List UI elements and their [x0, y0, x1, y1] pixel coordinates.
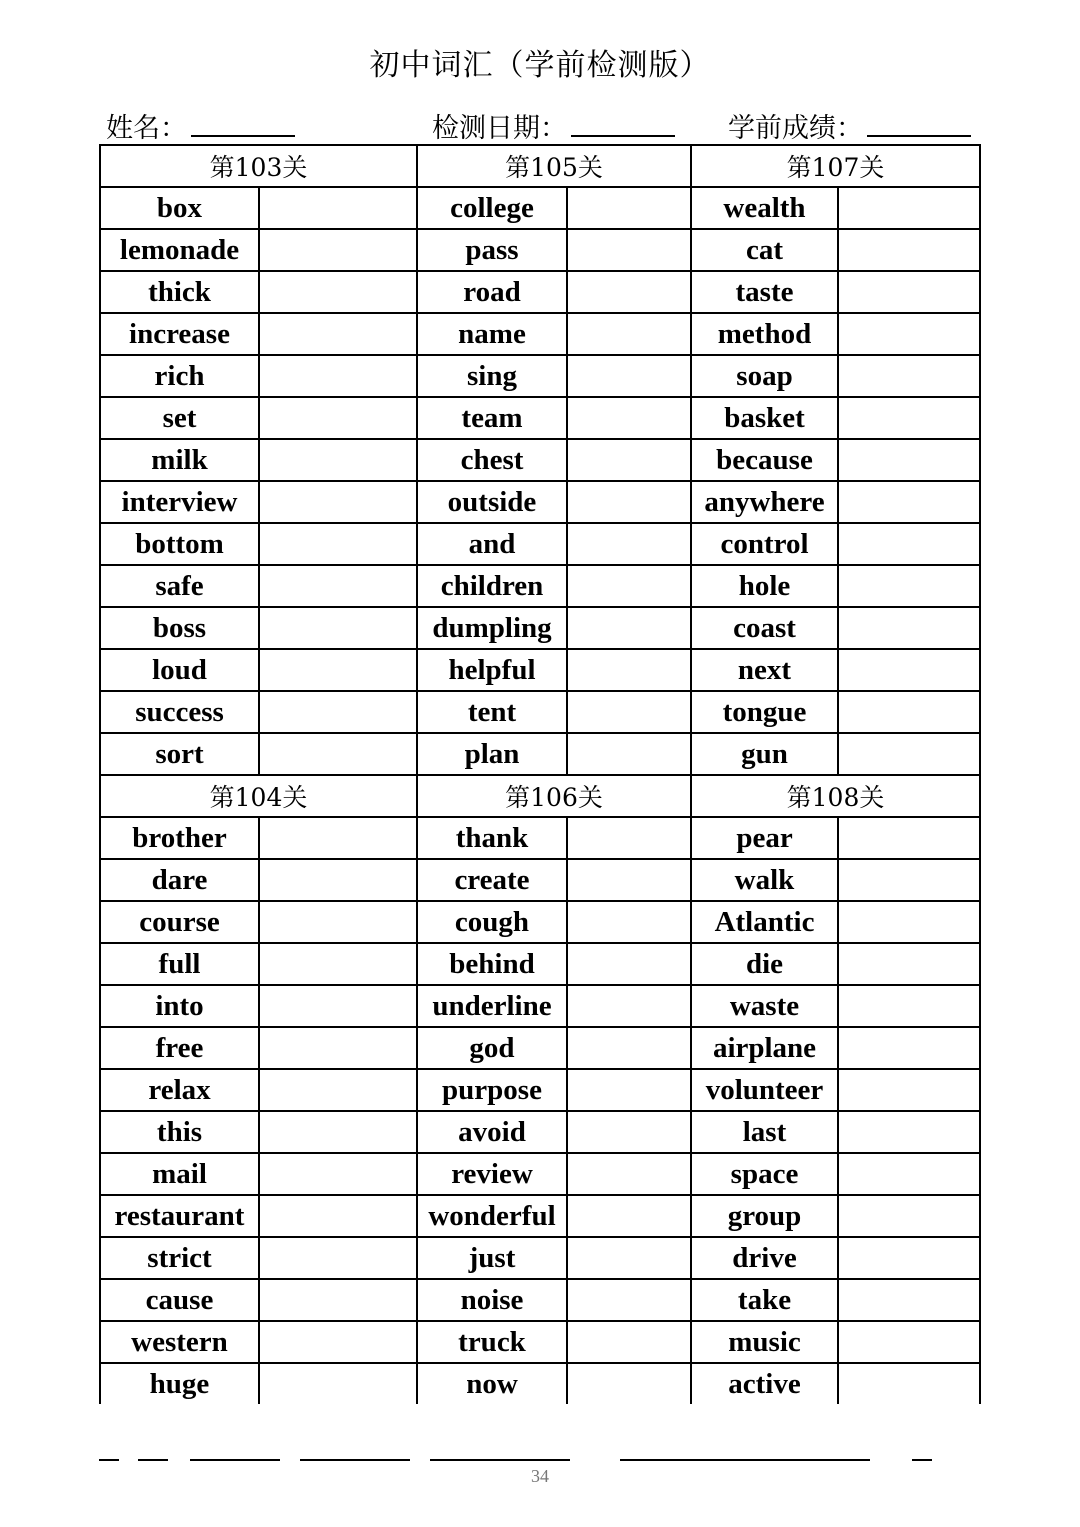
- answer-cell[interactable]: [838, 943, 980, 985]
- english-word: cat: [691, 229, 838, 271]
- word-row: [100, 1069, 980, 1111]
- english-word: team: [417, 397, 567, 439]
- answer-cell[interactable]: [567, 271, 691, 313]
- english-word: cause: [100, 1279, 259, 1321]
- english-word: coast: [691, 607, 838, 649]
- english-word: rich: [100, 355, 259, 397]
- english-word: and: [417, 523, 567, 565]
- answer-cell[interactable]: [567, 481, 691, 523]
- answer-cell[interactable]: [567, 733, 691, 775]
- english-word: brother: [100, 817, 259, 859]
- level-header: 第103关: [100, 145, 417, 187]
- english-word: into: [100, 985, 259, 1027]
- answer-cell[interactable]: [567, 1027, 691, 1069]
- english-word: safe: [100, 565, 259, 607]
- level-header: 第104关: [100, 775, 417, 817]
- word-row: [100, 481, 980, 523]
- answer-cell[interactable]: [259, 1237, 417, 1279]
- answer-cell[interactable]: [838, 271, 980, 313]
- word-row: [100, 1279, 980, 1321]
- answer-cell[interactable]: [567, 859, 691, 901]
- test-date-field: [432, 106, 675, 145]
- english-word: soap: [691, 355, 838, 397]
- word-row: [100, 943, 980, 985]
- english-word: relax: [100, 1069, 259, 1111]
- word-row: [100, 1111, 980, 1153]
- answer-cell[interactable]: [838, 649, 980, 691]
- answer-cell[interactable]: [567, 1195, 691, 1237]
- english-word: purpose: [417, 1069, 567, 1111]
- answer-cell[interactable]: [838, 565, 980, 607]
- answer-cell[interactable]: [259, 901, 417, 943]
- answer-cell[interactable]: [567, 565, 691, 607]
- word-row: [100, 523, 980, 565]
- english-word: just: [417, 1237, 567, 1279]
- answer-cell[interactable]: [838, 1279, 980, 1321]
- english-word: name: [417, 313, 567, 355]
- english-word: sing: [417, 355, 567, 397]
- english-word: wonderful: [417, 1195, 567, 1237]
- level-header-row: [100, 775, 980, 817]
- word-row: [100, 187, 980, 229]
- answer-cell[interactable]: [567, 229, 691, 271]
- answer-cell[interactable]: [838, 1363, 980, 1404]
- page-number: 34: [531, 1466, 549, 1486]
- english-word: lemonade: [100, 229, 259, 271]
- english-word: truck: [417, 1321, 567, 1363]
- answer-cell[interactable]: [259, 565, 417, 607]
- answer-cell[interactable]: [838, 1069, 980, 1111]
- english-word: set: [100, 397, 259, 439]
- answer-cell[interactable]: [838, 355, 980, 397]
- word-row: [100, 817, 980, 859]
- english-word: tent: [417, 691, 567, 733]
- answer-cell[interactable]: [838, 985, 980, 1027]
- answer-cell[interactable]: [838, 1153, 980, 1195]
- answer-cell[interactable]: [259, 859, 417, 901]
- answer-cell[interactable]: [259, 985, 417, 1027]
- answer-cell[interactable]: [838, 817, 980, 859]
- answer-cell[interactable]: [567, 523, 691, 565]
- answer-cell[interactable]: [838, 1237, 980, 1279]
- english-word: plan: [417, 733, 567, 775]
- answer-cell[interactable]: [838, 1321, 980, 1363]
- english-word: music: [691, 1321, 838, 1363]
- english-word: anywhere: [691, 481, 838, 523]
- answer-cell[interactable]: [838, 229, 980, 271]
- english-word: hole: [691, 565, 838, 607]
- word-row: [100, 271, 980, 313]
- page-title: 初中词汇（学前检测版）: [369, 48, 711, 83]
- english-word: waste: [691, 985, 838, 1027]
- answer-cell[interactable]: [259, 481, 417, 523]
- answer-cell[interactable]: [259, 271, 417, 313]
- answer-cell[interactable]: [567, 397, 691, 439]
- answer-cell[interactable]: [838, 397, 980, 439]
- english-word: loud: [100, 649, 259, 691]
- level-header: 第106关: [417, 775, 691, 817]
- answer-cell[interactable]: [567, 1279, 691, 1321]
- english-word: sort: [100, 733, 259, 775]
- word-row: [100, 985, 980, 1027]
- answer-cell[interactable]: [567, 1363, 691, 1404]
- level-header: 第108关: [691, 775, 980, 817]
- english-word: chest: [417, 439, 567, 481]
- answer-cell[interactable]: [567, 901, 691, 943]
- english-word: box: [100, 187, 259, 229]
- english-word: underline: [417, 985, 567, 1027]
- english-word: pass: [417, 229, 567, 271]
- score-blank: [867, 109, 971, 137]
- answer-cell[interactable]: [567, 1153, 691, 1195]
- answer-cell[interactable]: [259, 397, 417, 439]
- word-row: [100, 439, 980, 481]
- english-word: group: [691, 1195, 838, 1237]
- answer-cell[interactable]: [838, 1111, 980, 1153]
- english-word: gun: [691, 733, 838, 775]
- answer-cell[interactable]: [838, 901, 980, 943]
- answer-cell[interactable]: [567, 649, 691, 691]
- english-word: success: [100, 691, 259, 733]
- answer-cell[interactable]: [838, 313, 980, 355]
- word-row: [100, 859, 980, 901]
- english-word: free: [100, 1027, 259, 1069]
- english-word: thank: [417, 817, 567, 859]
- english-word: outside: [417, 481, 567, 523]
- answer-cell[interactable]: [838, 1027, 980, 1069]
- answer-cell[interactable]: [259, 1279, 417, 1321]
- student-name-field: [106, 106, 295, 145]
- vocabulary-table: [99, 144, 981, 1404]
- answer-cell[interactable]: [259, 1195, 417, 1237]
- answer-cell[interactable]: [838, 1195, 980, 1237]
- answer-cell[interactable]: [567, 607, 691, 649]
- answer-cell[interactable]: [259, 355, 417, 397]
- level-header: 第107关: [691, 145, 980, 187]
- english-word: milk: [100, 439, 259, 481]
- answer-cell[interactable]: [838, 691, 980, 733]
- english-word: control: [691, 523, 838, 565]
- english-word: huge: [100, 1363, 259, 1404]
- english-word: take: [691, 1279, 838, 1321]
- english-word: drive: [691, 1237, 838, 1279]
- english-word: method: [691, 313, 838, 355]
- answer-cell[interactable]: [838, 481, 980, 523]
- english-word: god: [417, 1027, 567, 1069]
- answer-cell[interactable]: [567, 691, 691, 733]
- word-row: [100, 565, 980, 607]
- english-word: review: [417, 1153, 567, 1195]
- answer-cell[interactable]: [259, 229, 417, 271]
- word-row: [100, 313, 980, 355]
- answer-cell[interactable]: [838, 187, 980, 229]
- english-word: last: [691, 1111, 838, 1153]
- answer-cell[interactable]: [838, 607, 980, 649]
- answer-cell[interactable]: [259, 523, 417, 565]
- word-row: [100, 1153, 980, 1195]
- english-word: volunteer: [691, 1069, 838, 1111]
- answer-cell[interactable]: [259, 1153, 417, 1195]
- answer-cell[interactable]: [259, 817, 417, 859]
- answer-cell[interactable]: [259, 1069, 417, 1111]
- level-header-row: [100, 145, 980, 187]
- english-word: cough: [417, 901, 567, 943]
- word-row: [100, 355, 980, 397]
- answer-cell[interactable]: [567, 943, 691, 985]
- word-row: [100, 691, 980, 733]
- english-word: now: [417, 1363, 567, 1404]
- word-row: [100, 1027, 980, 1069]
- answer-cell[interactable]: [259, 313, 417, 355]
- answer-cell[interactable]: [259, 733, 417, 775]
- answer-cell[interactable]: [259, 439, 417, 481]
- english-word: restaurant: [100, 1195, 259, 1237]
- name-label: 姓名：: [106, 113, 187, 144]
- answer-cell[interactable]: [259, 187, 417, 229]
- english-word: next: [691, 649, 838, 691]
- english-word: create: [417, 859, 567, 901]
- english-word: helpful: [417, 649, 567, 691]
- word-row: [100, 1363, 980, 1404]
- english-word: western: [100, 1321, 259, 1363]
- english-word: noise: [417, 1279, 567, 1321]
- name-blank: [191, 109, 295, 137]
- english-word: dumpling: [417, 607, 567, 649]
- word-row: [100, 1237, 980, 1279]
- english-word: mail: [100, 1153, 259, 1195]
- score-label: 学前成绩：: [728, 113, 863, 144]
- english-word: active: [691, 1363, 838, 1404]
- answer-cell[interactable]: [567, 355, 691, 397]
- english-word: strict: [100, 1237, 259, 1279]
- english-word: thick: [100, 271, 259, 313]
- english-word: walk: [691, 859, 838, 901]
- english-word: die: [691, 943, 838, 985]
- answer-cell[interactable]: [838, 859, 980, 901]
- english-word: boss: [100, 607, 259, 649]
- english-word: taste: [691, 271, 838, 313]
- english-word: space: [691, 1153, 838, 1195]
- english-word: children: [417, 565, 567, 607]
- answer-cell[interactable]: [259, 649, 417, 691]
- english-word: behind: [417, 943, 567, 985]
- answer-cell[interactable]: [567, 187, 691, 229]
- pretest-score-field: [728, 106, 971, 145]
- answer-cell[interactable]: [259, 607, 417, 649]
- answer-cell[interactable]: [567, 439, 691, 481]
- date-blank: [571, 109, 675, 137]
- english-word: because: [691, 439, 838, 481]
- english-word: dare: [100, 859, 259, 901]
- answer-cell[interactable]: [567, 1111, 691, 1153]
- answer-cell[interactable]: [838, 523, 980, 565]
- word-row: [100, 901, 980, 943]
- english-word: road: [417, 271, 567, 313]
- english-word: tongue: [691, 691, 838, 733]
- english-word: interview: [100, 481, 259, 523]
- answer-cell[interactable]: [259, 1111, 417, 1153]
- word-row: [100, 229, 980, 271]
- english-word: basket: [691, 397, 838, 439]
- english-word: this: [100, 1111, 259, 1153]
- answer-cell[interactable]: [259, 691, 417, 733]
- word-row: [100, 649, 980, 691]
- date-label: 检测日期：: [432, 113, 567, 144]
- english-word: Atlantic: [691, 901, 838, 943]
- answer-cell[interactable]: [567, 1237, 691, 1279]
- english-word: bottom: [100, 523, 259, 565]
- answer-cell[interactable]: [567, 1069, 691, 1111]
- english-word: course: [100, 901, 259, 943]
- word-row: [100, 1195, 980, 1237]
- answer-cell[interactable]: [838, 439, 980, 481]
- answer-cell[interactable]: [838, 733, 980, 775]
- english-word: increase: [100, 313, 259, 355]
- answer-cell[interactable]: [259, 1363, 417, 1404]
- answer-cell[interactable]: [567, 985, 691, 1027]
- english-word: full: [100, 943, 259, 985]
- answer-cell[interactable]: [567, 313, 691, 355]
- english-word: college: [417, 187, 567, 229]
- english-word: avoid: [417, 1111, 567, 1153]
- english-word: wealth: [691, 187, 838, 229]
- word-row: [100, 1321, 980, 1363]
- answer-cell[interactable]: [567, 817, 691, 859]
- answer-cell[interactable]: [567, 1321, 691, 1363]
- level-header: 第105关: [417, 145, 691, 187]
- word-row: [100, 733, 980, 775]
- answer-cell[interactable]: [259, 1321, 417, 1363]
- answer-cell[interactable]: [259, 943, 417, 985]
- english-word: pear: [691, 817, 838, 859]
- answer-cell[interactable]: [259, 1027, 417, 1069]
- word-row: [100, 397, 980, 439]
- english-word: airplane: [691, 1027, 838, 1069]
- word-row: [100, 607, 980, 649]
